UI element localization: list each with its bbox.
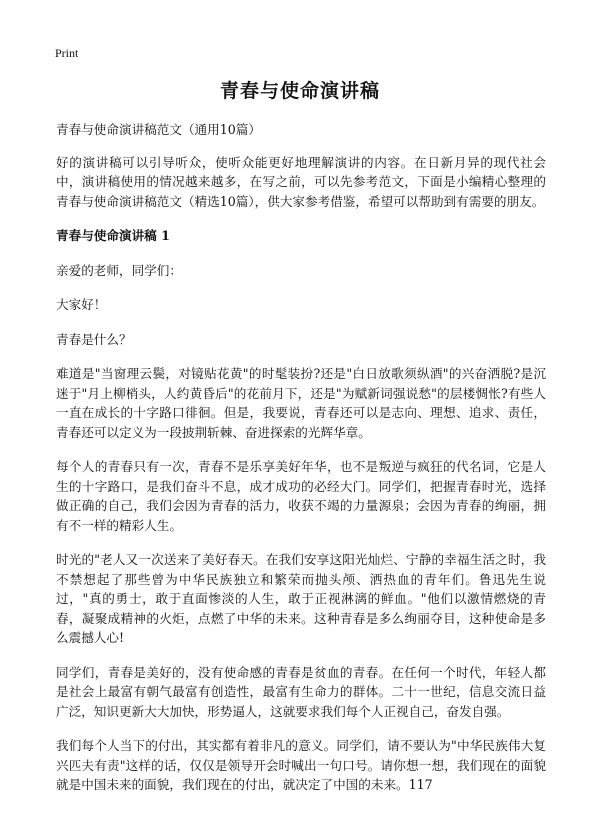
- salutation: 亲爱的老师，同学们：: [56, 262, 182, 278]
- print-link[interactable]: Print: [55, 46, 79, 60]
- question-line: 青春是什么？: [56, 331, 132, 347]
- section-heading: 青春与使命演讲稿 1: [56, 228, 170, 243]
- body-paragraph: 难道是"当窗理云鬓，对镜贴花黄"的时髦装扮?还是"白日放歌须纵酒"的兴奋洒脱?是沉迷于"月上柳梢头，人约黄昏后"的花前月下，还是"为赋新词强说愁"的层楼惆怅?有些人一直在成长的十字路口徘徊。但是，我要说，青春还可以是志向、理想、追求、责任，青春还可以定义为一段披荆斩棘、奋进探索的光辉华章。: [56, 366, 546, 440]
- document-body: [56, 120, 546, 810]
- body-paragraph: 时光的"老人又一次送来了美好春天。在我们安享这阳光灿烂、宁静的幸福生活之时，我不禁想起了那些曾为中华民族独立和繁荣而抛头颅、洒热血的青年们。鲁迅先生说过，"真的勇士，敢于直面惨淡的人生，敢于正视淋漓的鲜血。"他们以激情燃烧的青春，凝聚成精神的火炬，点燃了中华的未来。这种青春是多么绚丽夺目，这种使命是多么震撼人心!: [56, 552, 546, 645]
- body-paragraph: 我们每个人当下的付出，其实都有着非凡的意义。同学们，请不要认为"中华民族伟大复兴匹夫有责"这样的话，仅仅是领导开会时喊出一句口号。请你想一想，我们现在的面貌就是中国未来的面貌，我们现在的付出，就决定了中国的未来。117: [56, 738, 546, 792]
- page-title: 青春与使命演讲稿: [219, 80, 380, 102]
- body-paragraph: 每个人的青春只有一次，青春不是乐享美好年华，也不是叛逆与疯狂的代名词，它是人生的十字路口，是我们奋斗不息，成才成功的必经大门。同学们，把握青春时光，选择做正确的自己，我们会因为青春的活力，收获不竭的力量源泉；会因为青春的绚丽，拥有不一样的精彩人生。: [56, 459, 546, 533]
- intro-paragraph: 好的演讲稿可以引导听众，使听众能更好地理解演讲的内容。在日新月异的现代社会中，演讲稿使用的情况越来越多，在写之前，可以先参考范文，下面是小编精心整理的青春与使命演讲稿范文（精选10篇），供大家参考借鉴，希望可以帮助到有需要的朋友。: [56, 154, 546, 209]
- greeting: 大家好！: [56, 297, 107, 312]
- document-subtitle: 青春与使命演讲稿范文（通用10篇）: [56, 122, 261, 137]
- body-paragraph: 同学们，青春是美好的，没有使命感的青春是贫血的青春。在任何一个时代，年轻人都是社会上最富有朝气最富有创造性，最富有生命力的群体。二十一世纪，信息交流日益广泛，知识更新大大加快，形势逼人，这就要求我们每个人正视自己，奋发自强。: [56, 664, 546, 719]
